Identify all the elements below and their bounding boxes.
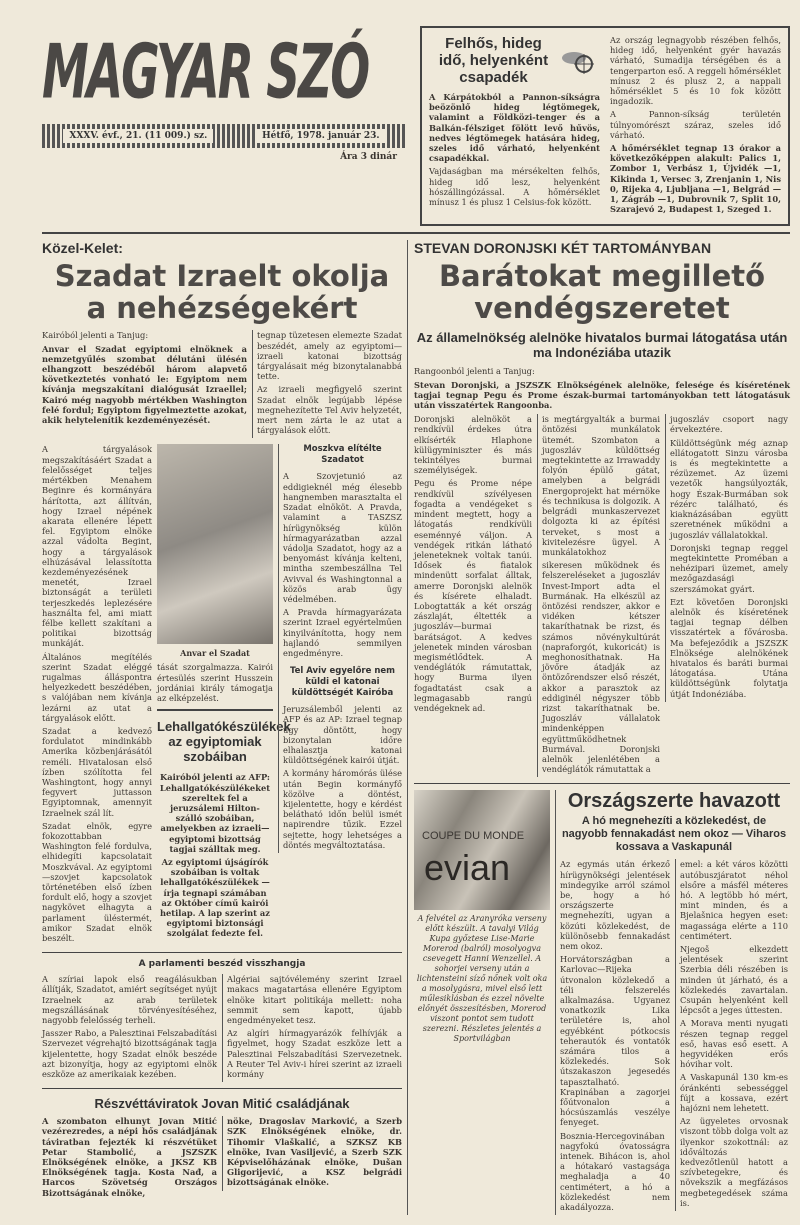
bugs-text-2: Az egyiptomi újságírók szobáiban is voltak lehallgatókészülékek — írja tegnapi számában az Október című kairói hetilap. A lap szerint az egyiptomi biztonsági szolgálat fedezte fel. <box>160 856 270 939</box>
condolences-text-2: nöke, Dragoslav Marković, a Szerb SZK Elnökségének elnöke, dr. Tihomir Vlaškalić, a SZKSZ KB elnöke, Ivan Vasiljević, a Szerb SZK Képviselőházának elnöke, Dušan Gligorijević, a KSZ belgrádi bizottságának elnöke. <box>227 1116 402 1188</box>
ski-photo-caption: A felvétel az Aranyróka verseny előtt készült. A tavalyi Világ Kupa győztese Lise-Marie Morerod (balról) mosolyogva csevegett Hanni Wenzellel. A sohorjei verseny után a lichtensteini síző nőnek volt oka a mosolygásra, mivel első lett műlesiklásban és ezzel növelte előnyét összesítésben, Morerod viszont pontot sem tudott szerezni. Részletes jelentés a Sportvilágban <box>416 914 548 1044</box>
divider <box>42 952 402 953</box>
sadat-section <box>42 240 407 1200</box>
snow-text-5: Njegoš elkezdett jelentések szerint Szerbia déli részében is minden út járható, és a közlekedés zavartalan. Csupán helyenként kell lépcsőt a jeges úttesten. <box>680 944 788 1016</box>
snow-text-4: emel: a két város közötti autóbuszjáratot néhol elsőre a másfél méteres hó. A legtöbb hó mért, mint minden, és a Bjelašnica hegyen eset: magassága elérte a 110 centimétert. <box>680 859 788 941</box>
sadat-text-4: Szadat elnök, egyre fokozottabban Washington felé fordulva, elhidegíti kapcsolatait Moszkvával. Az egyiptomi—szovjet kapcsolatok történetében első ízben fordult elő, hogy a szovjet nagykövet elhagyta a parlament üléstermét, amikor Szadat elnök beszélt. <box>42 820 152 944</box>
doronjski-lead: Stevan Doronjski, a JSZSZK Elnökségének alelnöke, felesége és kíséretének tagjai tegnap Pegu és Prome észak-burmai tartományokban tett látogatásuk után visszatértek Rangoonba. <box>414 379 790 411</box>
masthead-row <box>42 26 790 226</box>
sadat-photo <box>157 444 273 644</box>
weather-lead: A Kárpátokból a Pannon-síkságra beözönlő hideg légtömegek, valamint a Földközi-tenger és a Balkán-félsziget fölött levő hűvös, nedves légtömegek hatására hideg, szeles idő várható, helyenként csapadékkal. <box>429 92 600 164</box>
doronjski-text-4: is megtárgyalták a burmai öntözési munkálatok ütemét. Szombaton a jugoszláv küldöttség megtekintette az Irrawaddy folyón épülő gátat, amelyben a belgrádi Energoprojekt hat mérnöke és technikusa is dolgozik. A belgrádi munkaszervezet dolgozta ki az építési terveket, s most a kivitelezésre ügyel. A munkálatokhoz <box>542 414 660 557</box>
divider <box>42 1088 402 1089</box>
bugs-headline: Lehallgatókészülékek az egyiptomiak szobáiban <box>157 719 291 765</box>
condolences-text-1: A szombaton elhunyt Jovan Mitić vezérezredes, a népi hős családjának táviratban fejezték ki részvétüket Petar Stambolić, a JSZSZK Elnökségének elnöke, a JKSZ KB Elnökségének tagja. Kosta Nađ, a Harcos Szövetség Országos Bizottságának elnöke, <box>42 1116 217 1198</box>
photo-sign-text: COUPE DU MONDE <box>422 830 525 843</box>
divider <box>157 709 273 711</box>
parliament-text-2: Jasszer Rabo, a Palesztinai Felszabadítási Szervezet végrehajtó bizottságának tagja kijelentette, hogy Szadat elnök beszéde azt bizonyítja, hogy az egyiptomi elnök eszköze az amerikaiak kezében. <box>42 1028 217 1080</box>
sadat-col2b: Az izraeli megfigyelő szerint Szadat elnök legújabb lépése megnehezítette Tel Aviv helyzetét, mert nem zárta le az utat a tárgyalások előtt. <box>257 384 402 436</box>
masthead-info-bar <box>42 124 407 148</box>
issue-date: Hétfő, 1978. január 23. <box>256 129 385 143</box>
telaviv-text-2: A kormány háromórás ülése után Begin kormányfő közölve a döntést, kijelentette, hogy e kérdést belátható időn belül ismét napirendre tűzik. Ezzel sejtette, hogy lehetséges a döntés megváltoztatása. <box>283 768 402 850</box>
snow-text-1: Az egymás után érkező hírügynökségi jelentések mindegyike arról számol be, hogy a hó országszerte megnehezíti, ugyan a közúti közlekedést, de különösebb fennakadást nem okoz. <box>560 859 670 951</box>
doronjski-section <box>407 240 790 1215</box>
condolences-headline: Részvéttáviratok Jovan Mitić családjának <box>94 1096 350 1112</box>
doronjski-text-2: Pegu és Prome népe rendkívül szívélyesen fogadta a vendégeket s mindent megtett, hogy a látogatás rendkívüli eseménnyé váljon. A vendégek ritkán látható jeleneteknek voltak tanúi. Idősek és fiatalok mindenütt sorfalat álltak, amerre Doronjski alelnök és kísérete elhaladt. Lobogtatták a két ország zászlaját, éltették a jugoszláv—burmai barátságot. A kedves jelenetek minden városban megismétlődtek. A vendéglátók rámutattak, hogy Burma ilyen fogadtatást csak a legmagasabb rangú vendégeknek ad. <box>414 478 532 713</box>
price: Ára 3 dinár <box>340 152 397 162</box>
snow-text-3: Bosznia-Hercegovinában nagyfokú óvatosságra intenek. Bihácon is, ahol a hótakaró vastagsága meghaladja a 40 centimétert, a hó a közlekedést nem akadályozza. <box>560 1130 670 1213</box>
doronjski-subhead: Az államelnökség alelnöke hivatalos burmai látogatása után ma Indonéziába utazik <box>416 330 788 361</box>
divider <box>42 232 790 234</box>
parliament-text-1: A szíriai lapok első reagálásukban állítják, Szadatot, amiért segítséget nyújt Izraelnek az arab területek megszállásának törvényesítéséhez, nagyobb felelősség terheli. <box>42 974 217 1026</box>
snow-subhead: A hó megnehezíti a közlekedést, de nagyobb fennakadást nem okoz — Viharos kossava a Vaskapunál <box>561 815 787 854</box>
weather-headline: Felhős, hideg idő, helyenként csapadék <box>438 35 549 86</box>
moscow-text: A Szovjetunió az eddigieknél még élesebb hangnemben marasztalta el Szadat elnököt. A Pravda, valamint a TASZSZ hírügynökség külön hírmagyarázatban azzal vádolja Szadatot, hogy az a benyomást kívánja kelteni, mintha szembeszállna Tel Avivval és Washingtonnal a közös arab ügy védelmében. <box>283 471 402 604</box>
divider <box>414 783 790 784</box>
bugs-text: Kairóból jelenti az AFP: Lehallgatókészülékeket szereltek fel a jeruzsálemi Hilton-szálló szobáiban, amelyekben az izraeli—egyiptomi bizottság tagjai szálltak meg. <box>159 772 271 854</box>
sadat-photo-caption: Anvar el Szadat <box>180 648 250 659</box>
telaviv-text: Jeruzsálemből jelenti az AFP és az AP: Izrael tegnap úgy döntött, hogy bizonytalan időre elhalasztja katonai küldöttségének kairói útját. <box>283 704 402 766</box>
parliament-text-4: Az algíri hírmagyarázók felhívják a figyelmet, hogy Szadat eszköze lett a Palesztinai Felszabadítási Szervezetnek. A Reuter Tel Aviv-i hírei szerint az izraeli kormány <box>227 1028 402 1080</box>
doronjski-dateline: Rangoonból jelenti a Tanjug: <box>414 366 535 377</box>
masthead-logo: MAGYAR SZÓ <box>42 28 369 117</box>
issue-number: XXXV. évf., 21. (11 009.) sz. <box>63 129 213 143</box>
weather-cloud-icon <box>560 46 596 76</box>
doronjski-text-5: jugoszláv csoport nagy érvekeztére. <box>670 414 788 435</box>
snow-article <box>555 790 788 1215</box>
weather-vojvodina: Vajdaságban ma mérsékelten felhős, hideg idő lesz, helyenként hószállingózással. A hőmérséklet mínusz 1 és plusz 1 Celsius-fok között. <box>429 166 600 208</box>
snow-text-7: A Vaskapunál 130 km-es óránkénti sebességgel fújt a kossava, ezért hajózni nem lehetett. <box>680 1072 788 1114</box>
weather-pannon: A Pannon-síkság területén túlnyomórészt száraz, szeles idő várható. <box>610 109 781 140</box>
weather-country: Az ország legnagyobb részében felhős, hideg idő, helyenként gyér havazás várható, Sumadija térségében és a tengerparton eső. A reggeli hőmérséklet mínusz 2 és plusz 2, a nappali hőmérséklet 5 és 10 fok között ingadozik. <box>610 35 781 107</box>
masthead <box>42 26 407 162</box>
snow-headline: Országszerte havazott <box>567 790 781 813</box>
weather-temperatures: A hőmérséklet tegnap 13 órakor a következőképpen alakult: Palics 1, Zombor 1, Verbász 1, Újvidék —1, Kikinda 1, Versec 3, Zrenjanin 1, Nis 0, Rijeka 4, Ljubljana —1, Belgrád —1, Zágráb —1, Dubrovnik 7, Split 10, Szarajevó 2, Budapest 1, Szeged 1. <box>610 143 781 215</box>
doronjski-text-6: Küldöttségünk még aznap ellátogatott Sinzu városba is és megtekintette a rézüzemet. Az üzemi vezetők hangsúlyozták, hogy Észak-Burmában sok rézérc található, és kiaknázásában együtt szeretnének működni a jugoszláv vállalatokkal. <box>670 437 788 540</box>
sadat-text-3: Szadat a kedvező fordulatot mindinkább Amerika közbenjárásától reméli. Hivatalosan első ízben szólította fel Washingtont, hogy annyi fegyvert juttasson Egyiptomnak, amennyit Izraelnek szál lít. <box>42 725 152 818</box>
sadat-dateline: Kairóból jelenti a Tanjug: <box>42 330 149 341</box>
telaviv-subhead: Tel Aviv egyelőre nem küldi el katonai küldöttségét Kairóba <box>289 666 396 699</box>
sadat-text-1: A tárgyalások megszakításáért Szadat a felelősséget teljes mértékben Menahem Beginre és kormányára hárította, azt állítván, hogy Izrael népének akarata ellenére lépett fel. Egyiptom elnöke azzal vádolta Begint, hogy a tárgyalások elhúzásával lelassította kezdeményezésének menetét, Izrael biztonságát a területi terjeszkedés leplezésére használta fel, ami miatt félbe kellett szakítani a politikai bizottság munkáját. <box>42 444 152 649</box>
doronjski-text-1: Doronjski alelnököt a rendkívül érdekes útra elkísérték Hlaphone külügyminiszter és más tekintélyes burmai személyiségek. <box>414 414 532 476</box>
ski-photo <box>414 790 550 910</box>
doronjski-text-3: sikeresen működnek és felszereléseket a jugoszláv Invest-Import adta el Burmának. Ha elkészül az öntözési rendszer, akkor e vidéken kétszer takaríthatnak be rizst, és számos növénykultúrát (napraforgót, kukoricát) is meghonosíthatnak. Ha jövőre átadják az öntözőrendszer első részét, akkor a parasztok az eddiginél négyszer több rizst takaríthatnak be. Jugoszláv vállalatok mindenképpen együttműködhetnek Burmával. Doronjski alelnök jelenlétében a vendéglátók rámutattak a <box>542 560 660 775</box>
weather-box <box>420 26 790 226</box>
sadat-mid-text: tását szorgalmazza. Kairói értesülés szerint Husszein jordániai király támogatja az elképzelést. <box>157 662 273 704</box>
moscow-subhead: Moszkva elítélte Szadatot <box>303 444 382 466</box>
snow-text-2: Horvátországban a Karlovac—Rijeka útvonalon közlekedő a téli felszerelés alkalmazása. Ugyanez vonatkozik Lika területére is, ahol egyébként pótkocsis teherautók és vontatók számára tilos a közlekedés. Sok útszakaszon jegesedés tapasztalható. Krapinában a zagorjei főútvonalon a hócsúszamlás veszélye fenyeget. <box>560 954 670 1128</box>
snow-text-8: Az ügyeletes orvosnak viszont több dolga volt az ilyenkor szokottnál: az időváltozás kedvezőtlenül hatott a szívbetegekre, és növekszik a megfázásos megbetegedések száma is. <box>680 1116 788 1208</box>
photo-brand-text: evian <box>424 847 511 889</box>
sadat-kicker: Közel-Kelet: <box>42 240 123 257</box>
snow-text-6: A Morava menti nyugati részen tegnap reggel eső, havas eső esett. A hegyvidéken erős hóvihar volt. <box>680 1018 788 1070</box>
sadat-lead: Anvar el Szadat egyiptomi elnöknek a nemzetgyűlés szombat délutáni ülésén elhangzott beszédéből három alapvető következtetés vonható le: Egyiptom nem kívánja megszakítani dialógusát Izraellel; Kairó még nagyobb mértékben Washington felé fordul; Egyiptom figyelmeztette azokat, akik helytelenítik kezdeményezését. <box>42 343 247 426</box>
doronjski-kicker: STEVAN DORONJSKI KÉT TARTOMÁNYBAN <box>414 240 712 257</box>
doronjski-text-8: Ezt követően Doronjski alelnök és kíséretének tagjai tegnap délben visszatértek a fővárosba. Ma befejeződik a JSZSZK Elnöksége alelnökének hivatalos és baráti burmai látogatása. Utána küldöttségünk folytatja útját Indonéziába. <box>670 596 788 699</box>
doronjski-headline: Barátokat megillető vendégszeretet <box>438 259 766 326</box>
doronjski-text-7: Doronjski tegnap reggel megtekintette Proméban a nehézipari üzemet, amely mezőgazdasági szerszámokat gyárt. <box>670 542 788 594</box>
parliament-text-3: Algériai sajtóvélemény szerint Izrael makacs magatartása ellenére Egyiptom elnöke kitart politikája mellett: noha semmit sem kapott, újabb engedményeket tesz. <box>227 974 402 1026</box>
sadat-text-2: Általános megítélés szerint Szadat eléggé rugalmas álláspontra helyezkedett beszédében, s valójában nem kívánja lezárni az utat a tárgyalások előtt. <box>42 651 152 723</box>
sadat-headline: Szadat Izraelt okolja a nehézségekért <box>54 259 390 326</box>
sadat-col2: tegnap tüzetesen elemezte Szadat beszédét, amely az egyiptomi—izraeli katonai bizottság tárgyalásait még bizonytalanabbá tette. <box>257 330 402 382</box>
parliament-headline: A parlamenti beszéd visszhangja <box>138 959 306 970</box>
moscow-text-2: A Pravda hírmagyarázata szerint Izrael egyértelműen kinyilvánította, hogy nem hajlandó semmilyen engedményre. <box>283 607 402 658</box>
